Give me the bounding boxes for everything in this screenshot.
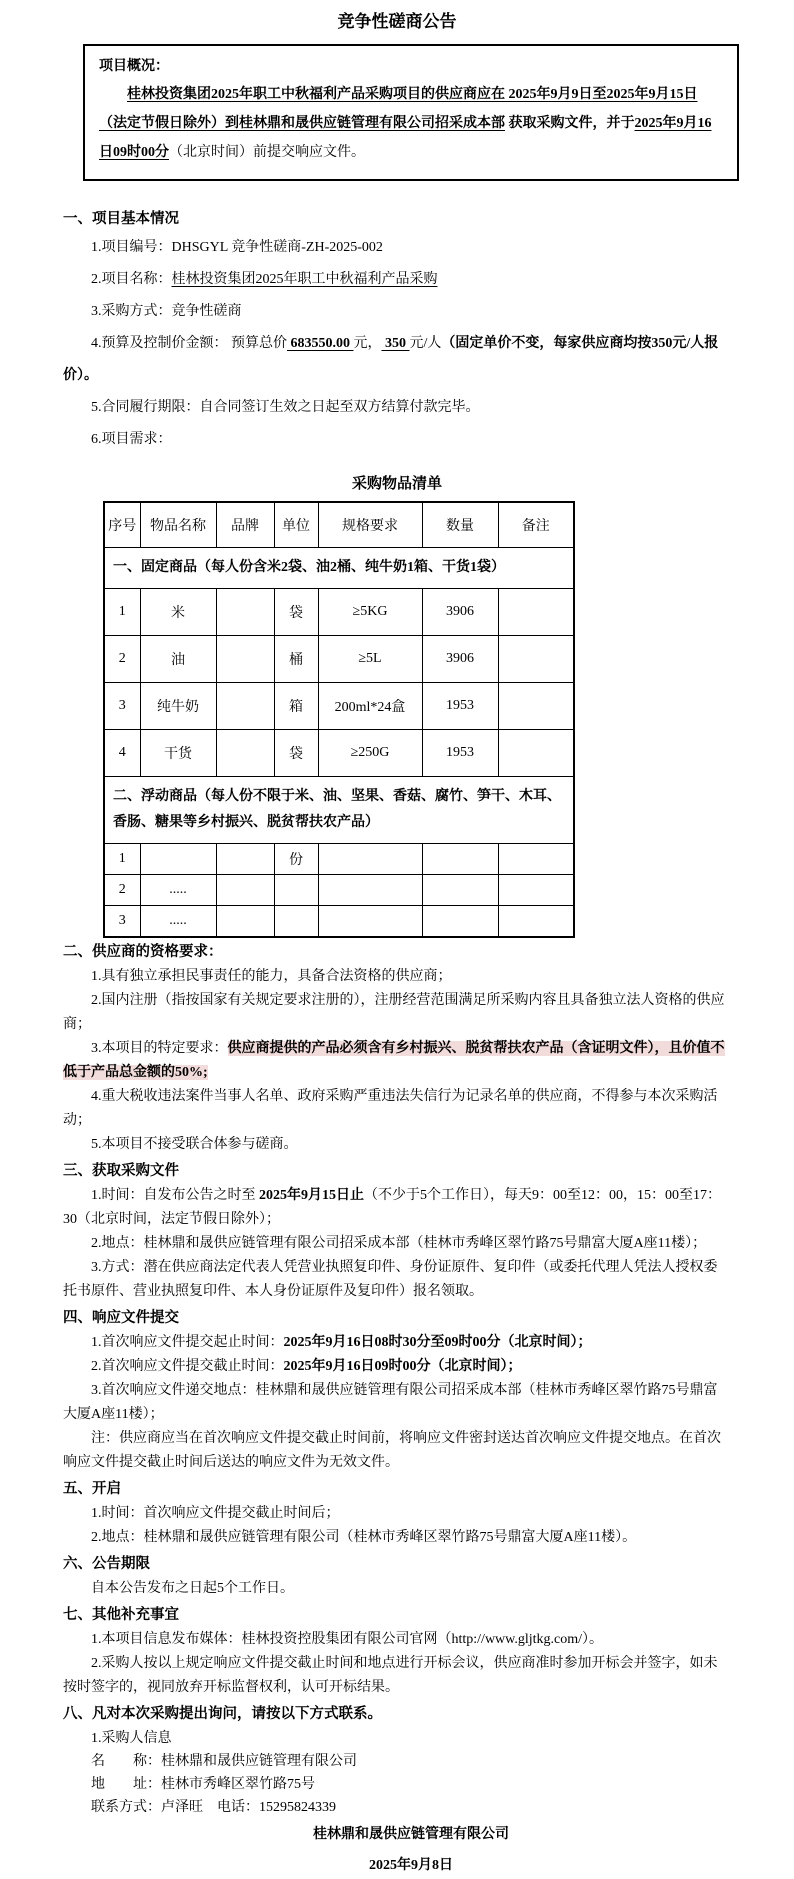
qual-item-2: 2.国内注册（指按国家有关规定要求注册的），注册经营范围满足所采购内容且具备独立法人资格的供应商； (63, 993, 725, 1032)
cell-brand (216, 636, 274, 683)
section-response-submission (63, 1306, 731, 1475)
qual-item-5: 5.本项目不接受联合体参与磋商。 (91, 1137, 298, 1152)
cell-brand (216, 906, 274, 938)
budget-note: （固定单价不变，每家供应商均按350元/人报价）。 (63, 336, 719, 383)
opening-location: 2.地点：桂林鼎和晟供应链管理有限公司（桂林市秀峰区翠竹路75号鼎富大厦A座11楼）。 (91, 1530, 637, 1545)
qual-item-1: 1.具有独立承担民事责任的能力，具备合法资格的供应商； (91, 969, 452, 984)
submission-deadline-label: 2.首次响应文件提交截止时间： (91, 1359, 284, 1374)
cell-no: 2 (104, 636, 140, 683)
cell-spec (318, 875, 422, 906)
cell-name: 油 (140, 636, 216, 683)
overview-underlined-deadline: 2025年9月16日09时00分 (99, 116, 712, 160)
budget-per-person: 350 (381, 336, 410, 351)
cell-qty: 1953 (422, 683, 498, 730)
overview-text-1: 获取采购文件，并于 (505, 116, 635, 131)
qual-item-4: 4.重大税收违法案件当事人名单、政府采购严重违法失信行为记录名单的供应商，不得参与本次采购活动； (63, 1089, 718, 1128)
period-body: 自本公告发布之日起5个工作日。 (91, 1581, 294, 1596)
budget-total: 683550.00 (287, 336, 354, 351)
cell-qty: 3906 (422, 636, 498, 683)
cell-brand (216, 683, 274, 730)
cell-note (498, 683, 574, 730)
table-row (104, 636, 574, 683)
cell-unit: 箱 (274, 683, 318, 730)
budget-unit: 元/人 (409, 336, 442, 351)
qual-item-3-highlighted-requirement: 供应商提供的产品必须含有乡村振兴、脱贫帮扶农产品（含证明文件），且价值不低于产品总金额的50%; (63, 1041, 725, 1080)
purchaser-info-label: 1.采购人信息 (91, 1731, 172, 1746)
cell-qty (422, 906, 498, 938)
budget-line (63, 328, 731, 392)
section-other-heading: 七、其他补充事宜 (63, 1607, 179, 1623)
cell-note (498, 875, 574, 906)
section-basic-info (63, 207, 731, 456)
cell-spec: ≥5KG (318, 589, 422, 636)
purchaser-phone: 联系方式：卢泽旺 电话：15295824339 (91, 1800, 336, 1815)
col-header-brand: 品牌 (216, 502, 274, 548)
overview-label: 项目概况： (99, 59, 169, 74)
cell-unit: 袋 (274, 589, 318, 636)
section-qualification (63, 940, 731, 1157)
cell-name: 纯牛奶 (140, 683, 216, 730)
section-qualification-heading: 二、供应商的资格要求： (63, 944, 223, 960)
cell-name: ..... (140, 906, 216, 938)
section-contact (63, 1702, 731, 1819)
cell-name: ..... (140, 875, 216, 906)
document-title: 竞争性磋商公告 (337, 12, 457, 31)
obtain-time-deadline: 2025年9月15日止 (259, 1188, 364, 1203)
group-floating-goods (104, 777, 574, 844)
other-item-1: 1.本项目信息发布媒体：桂林投资控股集团有限公司官网（http://www.gljtkg.com/）。 (91, 1632, 604, 1647)
cell-brand (216, 844, 274, 875)
group-fixed-goods (104, 548, 574, 589)
submission-deadline-time: 2025年9月16日09时00分（北京时间）； (283, 1359, 522, 1374)
cell-note (498, 730, 574, 777)
cell-qty (422, 875, 498, 906)
qual-item-3-label: 3.本项目的特定要求： (91, 1041, 228, 1056)
cell-note (498, 636, 574, 683)
project-name (63, 264, 731, 296)
cell-no: 2 (104, 875, 140, 906)
col-header-note: 备注 (498, 502, 574, 548)
section-basic-heading: 一、项目基本情况 (63, 211, 179, 227)
opening-time: 1.时间：首次响应文件提交截止时间后； (91, 1506, 340, 1521)
cell-qty (422, 844, 498, 875)
cell-note (498, 589, 574, 636)
goods-table (103, 501, 575, 938)
cell-spec (318, 906, 422, 938)
section-other-matters (63, 1603, 731, 1700)
submission-location: 3.首次响应文件递交地点：桂林鼎和晟供应链管理有限公司招采成本部（桂林市秀峰区翠竹路75号鼎富大厦A座11楼）； (63, 1383, 718, 1422)
obtain-time (63, 1184, 731, 1232)
cell-name: 干货 (140, 730, 216, 777)
submission-note: 注：供应商应当在首次响应文件提交截止时间前，将响应文件密封送达首次响应文件提交地点。在首次响应文件提交截止时间后送达的响应文件为无效文件。 (63, 1431, 721, 1470)
budget-label: 4.预算及控制价金额： 预算总价 (91, 336, 287, 351)
project-name-label: 2.项目名称： (91, 272, 172, 287)
section-opening (63, 1477, 731, 1550)
obtain-time-pre: 1.时间：自发布公告之时至 (91, 1188, 259, 1203)
submission-window-label: 1.首次响应文件提交起止时间： (91, 1335, 284, 1350)
purchaser-name: 名 称：桂林鼎和晟供应链管理有限公司 (91, 1754, 357, 1769)
cell-unit (274, 875, 318, 906)
col-header-qty: 数量 (422, 502, 498, 548)
cell-unit: 袋 (274, 730, 318, 777)
goods-table-title: 采购物品清单 (351, 476, 442, 492)
cell-no: 4 (104, 730, 140, 777)
col-header-name: 物品名称 (140, 502, 216, 548)
cell-unit: 桶 (274, 636, 318, 683)
table-row (104, 730, 574, 777)
cell-name (140, 844, 216, 875)
signature-date: 2025年9月8日 (369, 1858, 453, 1873)
contract-term: 5.合同履行期限：自合同签订生效之日起至双方结算付款完毕。 (91, 400, 480, 415)
overview-text-2: （北京时间）前提交响应文件。 (169, 145, 365, 160)
goods-header-row (104, 502, 574, 548)
cell-note (498, 844, 574, 875)
cell-brand (216, 730, 274, 777)
col-header-no: 序号 (104, 502, 140, 548)
overview-paragraph (99, 80, 723, 167)
col-header-unit: 单位 (274, 502, 318, 548)
cell-brand (216, 875, 274, 906)
section-opening-heading: 五、开启 (63, 1481, 121, 1497)
purchaser-address: 地 址：桂林市秀峰区翠竹路75号 (91, 1777, 315, 1792)
cell-brand (216, 589, 274, 636)
cell-no: 3 (104, 683, 140, 730)
cell-spec: ≥5L (318, 636, 422, 683)
qual-item-3 (63, 1037, 731, 1085)
table-row (104, 875, 574, 906)
project-name-value: 桂林投资集团2025年职工中秋福利产品采购 (171, 272, 438, 287)
group-floating-goods-label: 二、浮动商品（每人份不限于米、油、坚果、香菇、腐竹、笋干、木耳、香肠、糖果等乡村振兴、脱贫帮扶农产品） (104, 777, 574, 844)
section-contact-heading: 八、凡对本次采购提出询问，请按以下方式联系。 (63, 1706, 382, 1722)
cell-unit: 份 (274, 844, 318, 875)
section-obtain-documents (63, 1159, 731, 1304)
procurement-method: 3.采购方式：竞争性磋商 (91, 304, 242, 319)
section-submission-heading: 四、响应文件提交 (63, 1310, 179, 1326)
cell-spec: 200ml*24盒 (318, 683, 422, 730)
obtain-method: 3.方式：潜在供应商法定代表人凭营业执照复印件、身份证原件、复印件（或委托代理人凭法人授权委托书原件、营业执照复印件、本人身份证原件及复印件）报名领取。 (63, 1260, 718, 1299)
cell-no: 3 (104, 906, 140, 938)
cell-spec: ≥250G (318, 730, 422, 777)
submission-window (63, 1331, 731, 1355)
cell-no: 1 (104, 844, 140, 875)
overview-underlined-period: 桂林投资集团2025年职工中秋福利产品采购项目的供应商应在 2025年9月9日至2025年9月15日（法定节假日除外）到桂林鼎和晟供应链管理有限公司招采成本部 (99, 87, 698, 131)
signature-company: 桂林鼎和晟供应链管理有限公司 (313, 1827, 509, 1842)
cell-note (498, 906, 574, 938)
obtain-location: 2.地点：桂林鼎和晟供应链管理有限公司招采成本部（桂林市秀峰区翠竹路75号鼎富大厦A座11楼）； (91, 1236, 707, 1251)
cell-no: 1 (104, 589, 140, 636)
table-row (104, 589, 574, 636)
section-obtain-heading: 三、获取采购文件 (63, 1163, 179, 1179)
section-period-heading: 六、公告期限 (63, 1556, 150, 1572)
group-fixed-goods-label: 一、固定商品（每人份含米2袋、油2桶、纯牛奶1箱、干货1袋） (104, 548, 574, 589)
section-announcement-period (63, 1552, 731, 1601)
cell-qty: 3906 (422, 589, 498, 636)
submission-deadline (63, 1355, 731, 1379)
submission-window-time: 2025年9月16日08时30分至09时00分（北京时间）； (283, 1335, 592, 1350)
project-number: 1.项目编号：DHSGYL 竞争性磋商-ZH-2025-002 (91, 240, 383, 255)
table-row (104, 683, 574, 730)
cell-spec (318, 844, 422, 875)
cell-name: 米 (140, 589, 216, 636)
cell-qty: 1953 (422, 730, 498, 777)
budget-mid: 元， (353, 336, 382, 351)
project-overview-box (83, 44, 739, 181)
other-item-2: 2.采购人按以上规定响应文件提交截止时间和地点进行开标会议，供应商准时参加开标会并签字，如未按时签字的，视同放弃开标监督权利，认可开标结果。 (63, 1656, 718, 1695)
col-header-spec: 规格要求 (318, 502, 422, 548)
table-row (104, 844, 574, 875)
obtain-time-post: （不少于5个工作日），每天9：00至12：00，15：00至17：30（北京时间，法定节假日除外）； (63, 1188, 721, 1227)
table-row (104, 906, 574, 938)
cell-unit (274, 906, 318, 938)
project-requirement: 6.项目需求： (91, 432, 172, 447)
